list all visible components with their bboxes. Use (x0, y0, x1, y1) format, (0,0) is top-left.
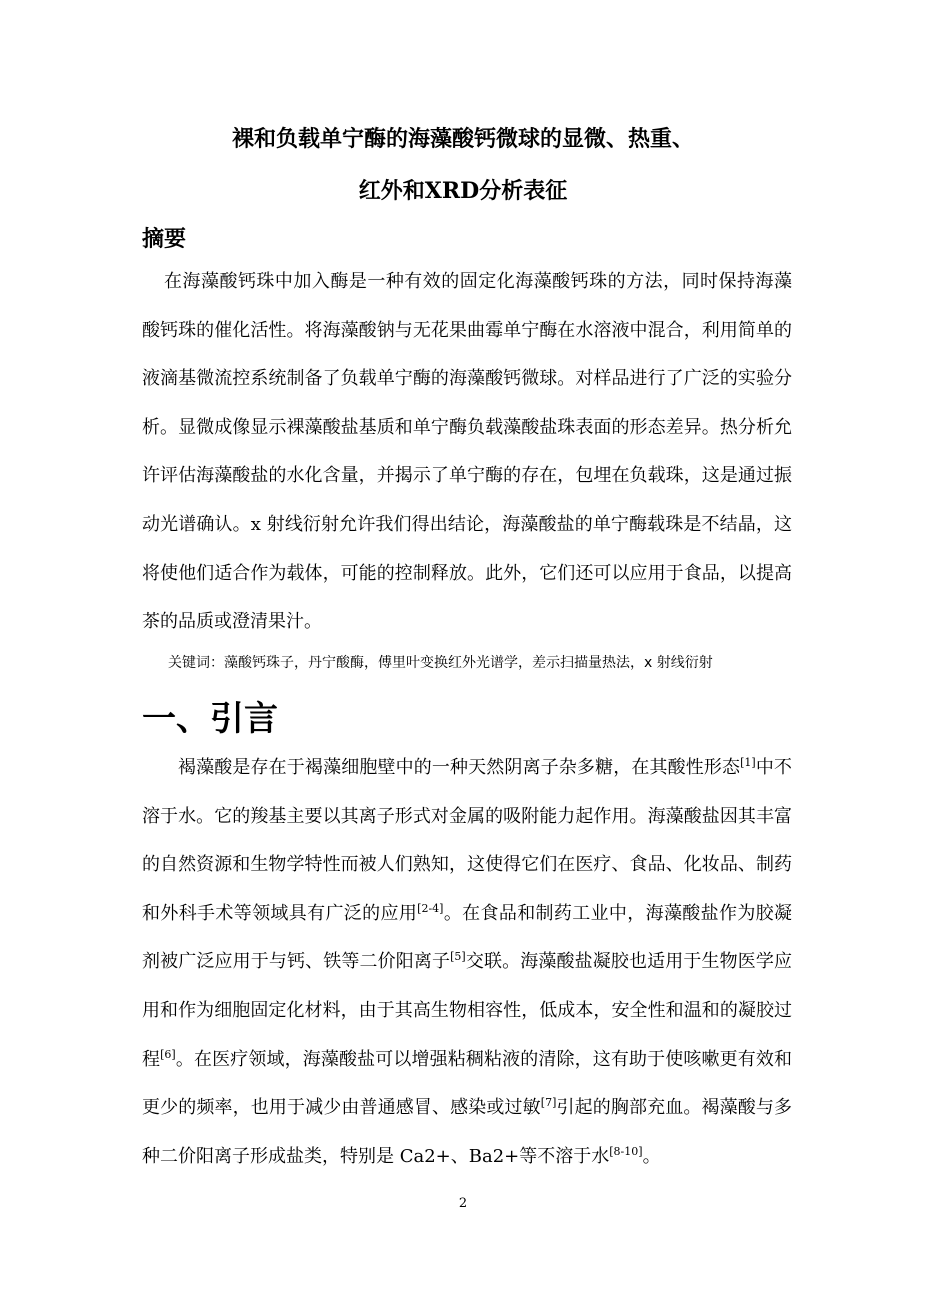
citation: [5] (450, 950, 466, 964)
citation: [2-4] (417, 901, 444, 915)
intro-text: 中不溶于水。它的羧基主要以其离子形式对金属的吸附能力起作用。海藻酸盐因其丰富的自然资源和生物学特性而被人们熟知，这使得它们在医疗、食品、化妆品、制药和外科手术等领域具有广泛的应用 (142, 757, 793, 924)
abstract-heading: 摘要 (142, 226, 187, 252)
paper-title-line-2: 红外和XRD分析表征 (358, 178, 568, 204)
page-number: 2 (458, 1196, 468, 1211)
citation: [6] (160, 1047, 176, 1061)
intro-text: 。在医疗领域，海藻酸盐可以增强粘稠粘液的清除，这有助于使咳嗽更有效和更少的频率，也用于减少由普通感冒、感染或过敏 (142, 1048, 793, 1119)
introduction-paragraph (142, 744, 792, 1181)
section-heading-introduction: 一、引言 (142, 699, 278, 739)
intro-text: 。在食品和制药工业中，海藻酸盐作为胶凝剂被广泛应用于与钙、铁等二价阳离子 (142, 902, 793, 973)
keywords-line: 关键词：藻酸钙珠子，丹宁酸酶，傅里叶变换红外光谱学，差示扫描量热法，x 射线衍射 (168, 655, 713, 671)
paper-title-line-1: 裸和负载单宁酶的海藻酸钙微球的显微、热重、 (231, 126, 694, 152)
citation: [8-10] (609, 1144, 643, 1158)
citation: [1] (740, 756, 756, 769)
abstract-paragraph: 在海藻酸钙珠中加入酶是一种有效的固定化海藻酸钙珠的方法，同时保持海藻酸钙珠的催化活性。将海藻酸钠与无花果曲霉单宁酶在水溶液中混合，利用简单的液滴基微流控系统制备了负载单宁酶的海藻酸钙微球。对样品进行了广泛的实验分析。显微成像显示裸藻酸盐基质和单宁酶负载藻酸盐珠表面的形态差异。热分析允许评估海藻酸盐的水化含量，并揭示了单宁酶的存在，包埋在负载珠，这是通过振动光谱确认。x 射线衍射允许我们得出结论，海藻酸盐的单宁酶载珠是不结晶，这将使他们适合作为载体，可能的控制释放。此外，它们还可以应用于食品，以提高茶的品质或澄清果汁。 (142, 271, 792, 633)
intro-text: 交联。海藻酸盐凝胶也适用于生物医学应用和作为细胞固定化材料，由于其高生物相容性，低成本，安全性和温和的凝胶过程 (142, 951, 792, 1070)
intro-text: 褐藻酸是存在于褐藻细胞壁中的一种天然阴离子杂多糖，在其酸性形态 (178, 757, 741, 778)
intro-text: 引起的胸部充血。褐藻酸与多种二价阳离子形成盐类，特别是 Ca2+、Ba2+等不溶于水 (142, 1097, 793, 1167)
citation: [7] (540, 1096, 557, 1110)
intro-text: 。 (642, 1145, 661, 1167)
